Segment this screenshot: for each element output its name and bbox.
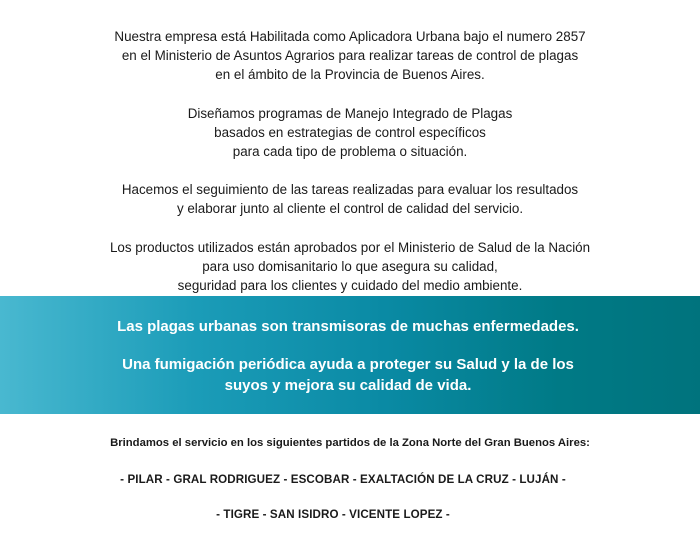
banner-headline: Las plagas urbanas son transmisoras de muchas enfermedades. [117,318,579,335]
intro-section [0,27,700,295]
partidos-list-row-1: - PILAR - GRAL RODRIGUEZ - ESCOBAR - EXALTACIÓN DE LA CRUZ - LUJÁN - [120,473,566,486]
intro-paragraph-seguimiento: Hacemos el seguimiento de las tareas realizadas para evaluar los resultados y elaborar junto al cliente el control de calidad del servicio. [121,182,579,217]
intro-paragraph-productos: Los productos utilizados están aprobados por el Ministerio de Salud de la Nación para uso domisanitario lo que asegura su calidad, seguridad para los clientes y cuidado del medio ambiente. [109,239,591,294]
banner-message: Una fumigación periódica ayuda a proteger su Salud y la de los suyos y mejora su calidad de vida. [122,356,574,394]
intro-paragraph-habilitacion: Nuestra empresa está Habilitada como Aplicadora Urbana bajo el numero 2857 en el Ministerio de Asuntos Agrarios para realizar tareas de control de plagas en el ámbito de la Provincia de Buenos Aires. [114,29,586,83]
health-banner [0,296,700,414]
intro-paragraph-manejo-integrado: Diseñamos programas de Manejo Integrado de Plagas basados en estrategias de control específicos para cada tipo de problema o situación. [187,105,513,160]
partidos-list-row-2: - TIGRE - SAN ISIDRO - VICENTE LOPEZ - [216,508,450,521]
service-area-title: Brindamos el servicio en los siguientes partidos de la Zona Norte del Gran Buenos Aires: [110,437,590,449]
